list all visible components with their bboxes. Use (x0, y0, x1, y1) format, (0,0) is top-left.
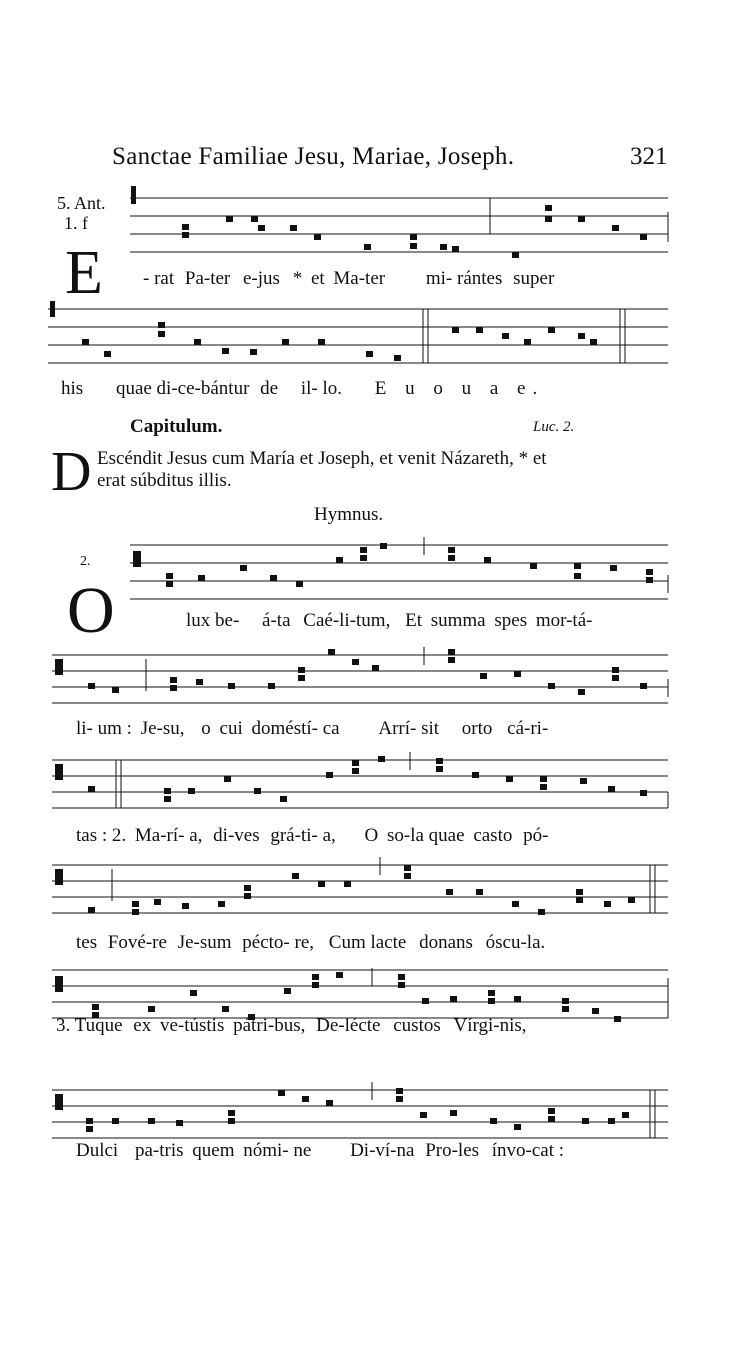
syllable: de (260, 378, 279, 399)
syllable: Arrí- sit (378, 718, 440, 739)
hymnus-initial: O (67, 574, 115, 647)
syllable: cui (219, 718, 243, 739)
syllable: o (201, 718, 211, 739)
hymnus-lyrics-6 (76, 1140, 564, 1162)
antiphon-mode-label: 1. f (64, 213, 88, 233)
syllable: casto (473, 825, 513, 846)
syllable: his (61, 378, 84, 399)
syllable: quae di-ce-bántur (115, 378, 250, 399)
syllable: óscu-la. (485, 932, 546, 953)
syllable: 3. Tuque (56, 1015, 123, 1036)
syllable: super (513, 268, 555, 289)
hymnus-heading: Hymnus. (314, 504, 384, 525)
antiphon-number-label: 5. Ant. (57, 193, 106, 213)
syllable: grá-ti- a, (270, 825, 336, 846)
syllable: mi- rántes (425, 268, 503, 289)
hymnus-staff-3 (0, 750, 740, 835)
syllable: doméstí- ca (251, 718, 340, 739)
syllable: O (364, 825, 379, 846)
syllable: li- um : (76, 718, 132, 739)
syllable: ex (133, 1015, 152, 1036)
syllable: Ma-ter (333, 268, 386, 289)
hymnus-staff-4 (0, 855, 740, 940)
syllable: lux be- (186, 610, 240, 631)
syllable: Je-sum (177, 932, 232, 953)
hymnus-staff-1 (0, 535, 740, 620)
syllable: pa-tris (134, 1140, 184, 1161)
antiphon-initial: E (65, 239, 103, 307)
syllable: Et (405, 610, 422, 631)
syllable: E u o u a e. (374, 378, 545, 399)
capitulum-line: Escéndit Jesus cum María et Joseph, et venit Názareth, * et (97, 448, 547, 469)
syllable: ve-tústis (159, 1015, 225, 1036)
syllable: * (292, 268, 303, 289)
antiphon-lyrics-2 (61, 378, 544, 400)
syllable: pó- (523, 825, 549, 846)
capitulum-line: erat súbditus illis. (97, 470, 232, 491)
page-title: Sanctae Familiae Jesu, Mariae, Joseph. (112, 143, 515, 170)
syllable: Pro-les (425, 1140, 480, 1161)
syllable: Vírgi-nis, (453, 1015, 527, 1036)
syllable: pécto- re, (242, 932, 315, 953)
syllable: di-ves (213, 825, 260, 846)
hymnus-lyrics-5 (56, 1015, 527, 1037)
syllable: Dulci (76, 1140, 119, 1161)
syllable: ínvo-cat : (491, 1140, 565, 1161)
syllable: tes (76, 932, 98, 953)
syllable: spes (494, 610, 528, 631)
syllable: Caé-li-tum, (303, 610, 391, 631)
capitulum-reference: Luc. 2. (533, 419, 575, 435)
syllable: summa (430, 610, 486, 631)
syllable: Fové-re (107, 932, 167, 953)
syllable: Je-su, (140, 718, 185, 739)
syllable: mor-tá- (535, 610, 593, 631)
hymnus-lyrics-4 (76, 932, 545, 954)
antiphon-lyrics-1 (143, 268, 554, 290)
syllable: donans (419, 932, 473, 953)
syllable: orto (461, 718, 493, 739)
syllable: et (310, 268, 325, 289)
syllable: e-jus (243, 268, 280, 289)
syllable: nómi- ne (243, 1140, 312, 1161)
syllable: De-lécte (316, 1015, 381, 1036)
syllable: - rat (143, 268, 175, 289)
hymnus-lyrics-2 (76, 718, 548, 740)
syllable: pátri-bus, (233, 1015, 306, 1036)
syllable: quem (192, 1140, 235, 1161)
hymnus-lyrics-3 (76, 825, 548, 847)
syllable: á-ta (262, 610, 291, 631)
syllable: Pa-ter (184, 268, 231, 289)
syllable: tas : 2. (76, 825, 127, 846)
hymnus-mode-label: 2. (80, 554, 91, 569)
page-number: 321 (630, 143, 668, 170)
hymnus-staff-2 (0, 645, 740, 725)
syllable: so-la quae (387, 825, 465, 846)
antiphon-staff-2 (0, 295, 740, 385)
syllable: custos (393, 1015, 441, 1036)
syllable: Cum lacte (328, 932, 407, 953)
capitulum-heading: Capitulum. (130, 416, 223, 437)
hymnus-lyrics-1 (186, 610, 592, 632)
syllable: Ma-rí- a, (134, 825, 203, 846)
antiphon-staff-1 (0, 180, 740, 280)
syllable: il- lo. (300, 378, 343, 399)
syllable: cá-ri- (507, 718, 549, 739)
syllable: Di-ví-na (350, 1140, 415, 1161)
capitulum-text (97, 448, 697, 492)
capitulum-initial: D (51, 441, 92, 503)
